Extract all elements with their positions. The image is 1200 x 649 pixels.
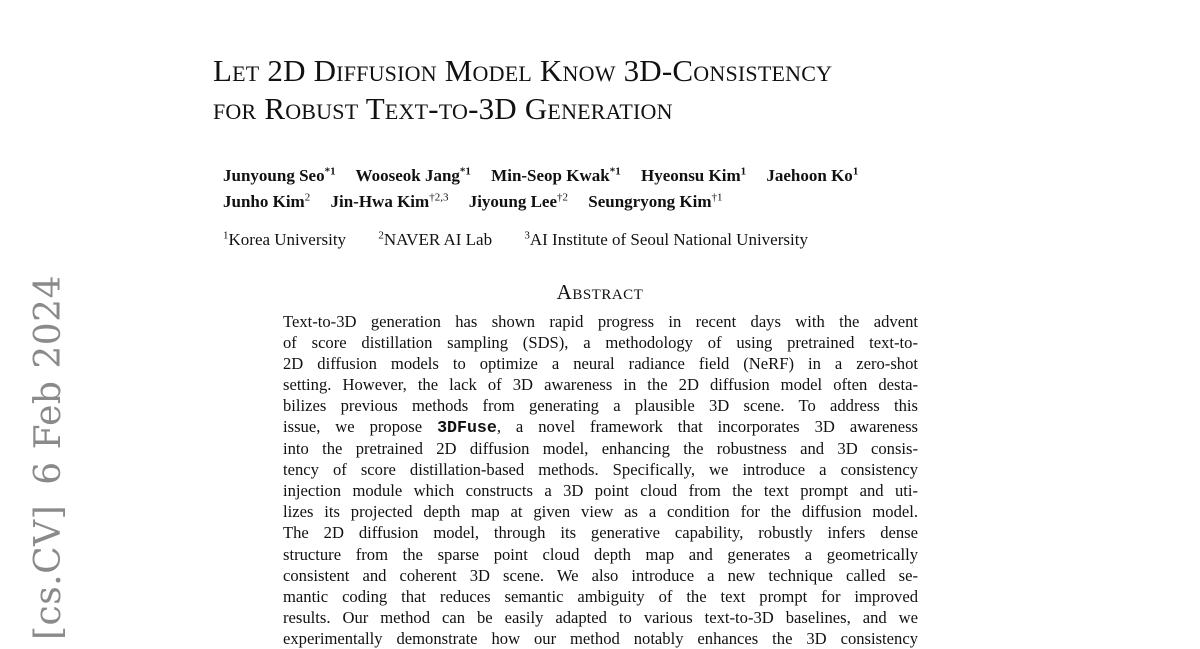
abstract-text: issue, we propose [283, 417, 438, 437]
affiliation [223, 230, 346, 249]
abstract-line: The 2D diffusion model, through its generative capability, robustly infers dense [283, 523, 918, 543]
abstract-line: consistent and coherent 3D scene. We also introduce a new technique called se- [283, 565, 918, 585]
affiliation-name: NAVER AI Lab [383, 229, 493, 249]
author [469, 192, 568, 211]
abstract-body [283, 311, 918, 649]
author [223, 166, 336, 185]
author-row-2 [223, 187, 874, 214]
author-name: Junho Kim [223, 192, 305, 212]
author-affil-mark: *1 [459, 165, 471, 177]
author-affil-mark: †1 [711, 191, 723, 204]
abstract-line: bilizes previous methods from generating a plausible 3D scene. To address this [283, 396, 918, 416]
abstract-line: injection module which constructs a 3D point cloud from the text prompt and uti- [283, 481, 918, 501]
arxiv-date: 6 Feb 2024 [28, 275, 69, 485]
author-affil-mark: †2 [557, 191, 568, 204]
abstract-text: , a novel framework that incorporates 3D awareness [496, 417, 918, 437]
author-affil-mark: 1 [852, 165, 859, 177]
affiliations [223, 229, 836, 250]
author-affil-mark: *1 [324, 165, 336, 177]
author-affil-mark: *1 [609, 165, 621, 177]
affiliation [378, 230, 492, 249]
author [766, 166, 858, 185]
title-line-1: Let 2D Diffusion Model Know 3D-Consistency [213, 53, 833, 88]
arxiv-stamp [28, 255, 69, 640]
affiliation-mark: 2 [378, 229, 384, 241]
author-name: Jiyoung Lee [468, 192, 557, 212]
affiliation-name: AI Institute of Seoul National University [529, 229, 808, 249]
affiliation-name: Korea University [228, 229, 347, 249]
abstract-line [283, 416, 918, 438]
abstract-line: lizes its projected depth map at given view as a condition for the diffusion model. [283, 502, 918, 522]
arxiv-category: [cs.CV] [28, 504, 69, 640]
abstract-line: into the pretrained 2D diffusion model, enhancing the robustness and 3D consis- [283, 439, 918, 459]
author [588, 192, 722, 211]
abstract-line: results. Our method can be easily adapted to various text-to-3D baselines, and we [283, 607, 918, 627]
author [330, 192, 448, 211]
affiliation-mark: 3 [524, 229, 530, 241]
paper-title [213, 52, 832, 128]
title-line-2: for Robust Text-to-3D Generation [213, 91, 673, 126]
abstract-line: structure from the sparse point cloud depth map and generates a geometrically [283, 544, 918, 564]
author-name: Jaehoon Ko [766, 165, 853, 185]
author [641, 166, 746, 185]
affiliation [524, 230, 808, 249]
abstract-line: setting. However, the lack of 3D awareness in the 2D diffusion model often desta- [283, 375, 918, 395]
affiliation-mark: 1 [223, 229, 229, 241]
author [223, 192, 310, 211]
author-name: Junyoung Seo [223, 165, 325, 185]
author [491, 166, 621, 185]
abstract-line: Text-to-3D generation has shown rapid progress in recent days with the advent [283, 312, 918, 331]
author-name: Seungryong Kim [588, 192, 712, 212]
abstract-line: 2D diffusion models to optimize a neural radiance field (NeRF) in a zero-shot [283, 354, 918, 374]
author [356, 166, 471, 185]
author-row-1 [223, 160, 874, 187]
author-list [223, 160, 874, 213]
author-name: Wooseok Jang [355, 165, 460, 185]
method-name: 3DFuse [437, 418, 497, 438]
author-affil-mark: 2 [304, 191, 311, 204]
author-affil-mark: 1 [740, 165, 747, 177]
abstract-line: tency of score distillation-based methods. Specifically, we introduce a consistency [283, 460, 918, 480]
abstract-heading: Abstract [556, 280, 644, 304]
abstract-line: experimentally demonstrate how our method notably enhances the 3D consistency [283, 628, 918, 648]
author-name: Min-Seop Kwak [491, 165, 610, 185]
author-affil-mark: †2,3 [429, 191, 449, 204]
abstract-line: of score distillation sampling (SDS), a methodology of using pretrained text-to- [283, 333, 918, 353]
abstract-line: mantic coding that reduces semantic ambiguity of the text prompt for improved [283, 586, 918, 606]
author-name: Hyeonsu Kim [640, 165, 741, 185]
author-name: Jin-Hwa Kim [330, 192, 430, 212]
